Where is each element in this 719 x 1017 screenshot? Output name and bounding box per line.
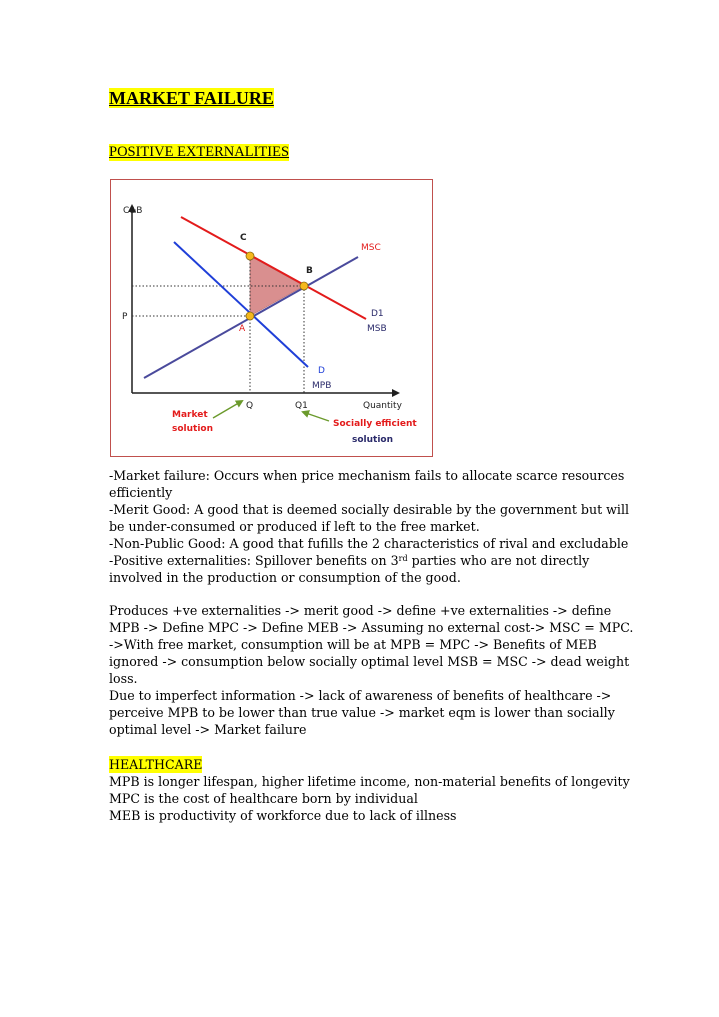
definition-line: -Non-Public Good: A good that fufills the 2 characteristics of rival and excludable bbox=[109, 536, 629, 551]
market-solution-label: Market bbox=[172, 410, 208, 420]
market-solution-label-2: solution bbox=[172, 424, 214, 434]
market-solution-arrow bbox=[213, 401, 242, 418]
point-b-marker bbox=[300, 282, 308, 290]
q1-label: Q1 bbox=[295, 401, 308, 411]
flow-line: ->With free market, consumption will be at MPB = MPC -> Benefits of MEB bbox=[109, 637, 597, 652]
section-subtitle: POSITIVE EXTERNALITIES bbox=[109, 144, 290, 160]
healthcare-line: MEB is productivity of workforce due to lack of illness bbox=[109, 808, 457, 823]
diagram-svg bbox=[111, 180, 432, 456]
y-axis-label: C&B bbox=[123, 206, 143, 216]
flow-line: loss. bbox=[109, 671, 138, 686]
externality-suffix: parties who are not directly bbox=[407, 553, 590, 568]
definition-line: -Merit Good: A good that is deemed socially desirable by the government but will bbox=[109, 502, 630, 517]
healthcare-line: MPC is the cost of healthcare born by individual bbox=[109, 791, 418, 806]
social-solution-label-2: solution bbox=[352, 435, 394, 445]
healthcare-line: MPB is longer lifespan, higher lifetime income, non-material benefits of longevity bbox=[109, 774, 630, 789]
point-c-label: C bbox=[240, 233, 247, 243]
definition-line: -Market failure: Occurs when price mechanism fails to allocate scarce resources bbox=[109, 468, 625, 483]
point-c-marker bbox=[246, 252, 254, 260]
x-axis-label: Quantity bbox=[363, 401, 402, 411]
point-b-label: B bbox=[306, 266, 313, 276]
flow-line: Due to imperfect information -> lack of awareness of benefits of healthcare -> bbox=[109, 688, 612, 703]
page-title: MARKET FAILURE bbox=[109, 88, 274, 108]
flow-line: Produces +ve externalities -> merit good -> define +ve externalities -> define bbox=[109, 603, 612, 618]
msc-label: MSC bbox=[361, 243, 381, 253]
mpb-label: MPB bbox=[312, 381, 332, 391]
externality-diagram bbox=[110, 179, 433, 457]
flow-line: ignored -> consumption below socially optimal level MSB = MSC -> dead weight bbox=[109, 654, 630, 669]
flow-line: MPB -> Define MPC -> Define MEB -> Assuming no external cost-> MSC = MPC. bbox=[109, 620, 634, 635]
healthcare-block bbox=[109, 773, 669, 824]
price-label: P bbox=[122, 312, 128, 322]
q-label: Q bbox=[246, 401, 254, 411]
point-a-marker bbox=[246, 312, 254, 320]
definition-line: be under-consumed or produced if left to the free market. bbox=[109, 519, 480, 534]
externality-line bbox=[109, 552, 669, 569]
point-a-label: A bbox=[239, 324, 246, 334]
definition-line: efficiently bbox=[109, 485, 173, 500]
d-label: D bbox=[318, 366, 325, 376]
definitions-block bbox=[109, 467, 669, 586]
msb-label: MSB bbox=[367, 324, 387, 334]
social-solution-label: Socially efficient bbox=[333, 419, 417, 429]
social-solution-arrow bbox=[303, 412, 329, 421]
d1-label: D1 bbox=[371, 309, 384, 319]
flow-line: perceive MPB to be lower than true value -> market eqm is lower than socially bbox=[109, 705, 615, 720]
flow-line: optimal level -> Market failure bbox=[109, 722, 307, 737]
externality-sup: rd bbox=[398, 554, 408, 563]
mpb-curve bbox=[174, 242, 308, 367]
externality-prefix: -Positive externalities: Spillover benefits on 3 bbox=[109, 553, 399, 568]
healthcare-heading: HEALTHCARE bbox=[109, 757, 203, 772]
flow-block bbox=[109, 602, 669, 738]
definition-line: involved in the production or consumption of the good. bbox=[109, 570, 461, 585]
